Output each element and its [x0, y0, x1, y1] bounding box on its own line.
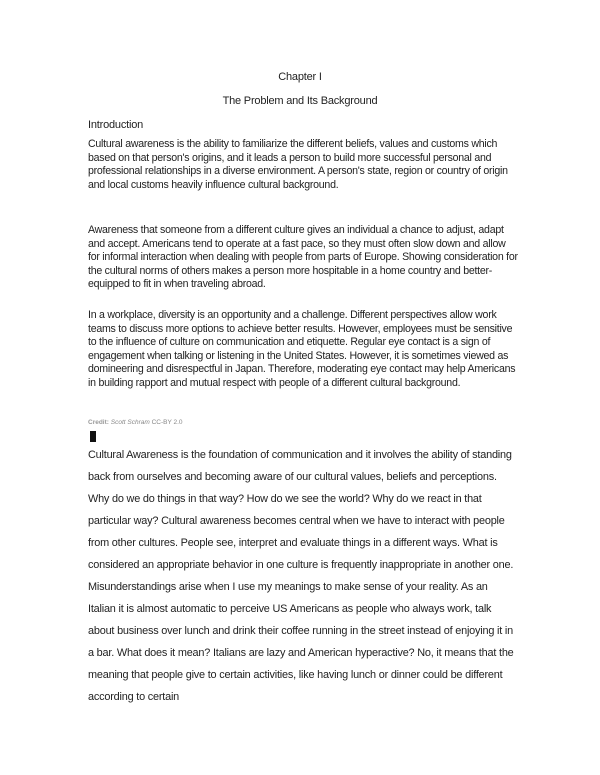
credit-label: Credit:	[88, 419, 109, 426]
paragraph-3: In a workplace, diversity is an opportunity and a challenge. Different perspectives allow work teams to discuss more options to achieve better results. However, employees must be sensitive to the influence of culture on communication and etiquette. Regular eye contact is a sign of engagement when talking or listening in the United States. However, it is sometimes viewed as domineering and disrespectful in Japan. Therefore, moderating eye contact may help Americans in building rapport and mutual respect with people of a different cultural background.	[88, 309, 516, 389]
paragraph-1: Cultural awareness is the ability to familiarize the different beliefs, values and customs which based on that person's origins, and it leads a person to build more successful personal and professional relationships in a diverse environment. A person's state, region or country of origin and local customs heavily influence cultural background.	[88, 138, 508, 191]
chapter-heading: Chapter I	[278, 71, 322, 83]
document-title: The Problem and Its Background	[222, 95, 378, 107]
section-heading: Introduction	[88, 119, 144, 131]
paragraph-4: Cultural Awareness is the foundation of communication and it involves the ability of standing back from ourselves and becoming aware of our cultural values, beliefs and perceptions. Why do we do things in that way? How do we see the world? Why do we react in that particular way? Cultural awareness becomes central when we have to interact with people from other cultures. People see, interpret and evaluate things in a different ways. What is considered an appropriate behavior in one culture is frequently inappropriate in another one. Misunderstandings arise when I use my meanings to make sense of your reality. As an Italian it is almost automatic to perceive US Americans as people who always work, talk about business over lunch and drink their coffee running in the street instead of enjoying it in a bar. What does it mean? Italians are lazy and American hyperactive? No, it means that the meaning that people give to certain activities, like having lunch or dinner could be different according to certain	[88, 449, 514, 703]
text-cursor-block	[90, 431, 96, 442]
paragraph-2: Awareness that someone from a different culture gives an individual a chance to adjust, adapt and accept. Americans tend to operate at a fast pace, so they must often slow down and allow for informal interaction when dealing with people from parts of Europe. Showing consideration for the cultural norms of others makes a person more hospitable in a home country and better-equipped to fit in when traveling abroad.	[88, 224, 518, 290]
credit-license: CC-BY 2.0	[151, 419, 183, 426]
image-credit	[88, 419, 183, 426]
credit-source: Scott Schram	[110, 419, 150, 426]
